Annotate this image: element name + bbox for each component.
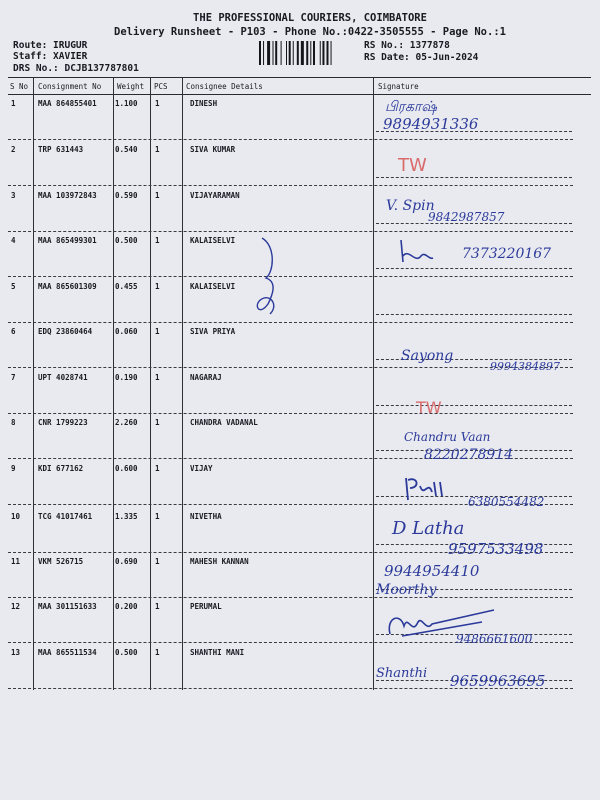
row-weight: 0.690 [115,557,138,566]
signature-line [376,405,572,406]
row-consignee: NIVETHA [190,512,222,521]
row-consignment-no: MAA 865499301 [38,236,97,245]
handwritten-phone: 8220278914 [424,447,514,463]
col-consignment: Consignment No [38,82,102,91]
row-separator [8,322,573,323]
staff: Staff: XAVIER [13,51,88,62]
signature-tamil: பிரகாஷ் [385,99,437,115]
row-consignment-no: TRP 631443 [38,145,84,154]
row-consignee: SIVA PRIYA [190,327,236,336]
row-pcs: 1 [155,282,160,291]
row-weight: 0.190 [115,373,138,382]
row-consignee: KALAISELVI [190,236,236,245]
row-separator [8,597,573,598]
row-sno: 6 [11,327,16,336]
row-weight: 0.200 [115,602,138,611]
company-title: THE PROFESSIONAL COURIERS, COIMBATORE [193,12,427,24]
row-consignment-no: MAA 865511534 [38,648,97,657]
row-sno: 11 [11,557,21,566]
row-consignment-no: KDI 677162 [38,464,84,473]
divider [373,78,374,690]
row-separator [8,139,573,140]
signature: Sayong [401,348,454,364]
row-sno: 2 [11,145,16,154]
divider [113,78,114,690]
row-pcs: 1 [155,602,160,611]
row-sno: 4 [11,236,16,245]
signature: Chandru Vaan [404,430,491,444]
ditto-mark [248,232,288,322]
handwritten-phone: 9894931336 [383,115,479,133]
handwritten-mark: TW [398,155,427,176]
col-signature: Signature [378,82,419,91]
col-pcs: PCS [154,82,168,91]
row-sno: 3 [11,191,16,200]
handwritten-phone: 9486661600 [456,632,533,646]
row-sno: 9 [11,464,16,473]
divider [33,78,34,690]
row-separator [8,367,573,368]
col-sno: S No [10,82,29,91]
row-pcs: 1 [155,99,160,108]
runsheet-title: Delivery Runsheet - P103 - Phone No.:0422-3505555 - Page No.:1 [114,26,506,38]
row-pcs: 1 [155,648,160,657]
rs-number: RS No.: 1377878 [364,40,450,51]
row-pcs: 1 [155,464,160,473]
row-consignee: VIJAY [190,464,213,473]
row-consignee: NAGARAJ [190,373,222,382]
row-pcs: 1 [155,557,160,566]
row-consignment-no: VKM 526715 [38,557,84,566]
row-consignment-no: CNR 1799223 [38,418,88,427]
row-pcs: 1 [155,145,160,154]
row-pcs: 1 [155,418,160,427]
row-consignment-no: UPT 4028741 [38,373,88,382]
handwritten-name: Moorthy [376,582,437,598]
row-separator [8,413,573,414]
handwritten-mark: TW [416,398,442,417]
signature: D Latha [392,518,465,539]
row-separator [8,231,573,232]
divider [182,78,183,690]
row-consignee: MAHESH KANNAN [190,557,249,566]
divider [150,78,151,690]
signature-line [376,177,572,178]
row-sno: 12 [11,602,21,611]
signature-scribble [402,474,462,504]
row-consignee: SHANTHI MANI [190,648,245,657]
row-sno: 5 [11,282,16,291]
handwritten-phone: 6380554482 [468,495,545,509]
drs-number: DRS No.: DCJB137787801 [13,63,139,74]
row-pcs: 1 [155,373,160,382]
row-consignee: PERUMAL [190,602,222,611]
row-weight: 0.500 [115,648,138,657]
row-weight: 0.600 [115,464,138,473]
row-consignment-no: MAA 103972843 [38,191,97,200]
handwritten-phone: 9597533498 [448,540,544,558]
row-sno: 13 [11,648,21,657]
row-consignment-no: MAA 864855401 [38,99,97,108]
handwritten-phone: 7373220167 [462,246,552,262]
row-weight: 0.540 [115,145,138,154]
rs-date: RS Date: 05-Jun-2024 [364,52,479,63]
row-sno: 8 [11,418,16,427]
signature-scribble [395,236,435,266]
row-consignment-no: MAA 865601309 [38,282,97,291]
route: Route: IRUGUR [13,40,88,51]
signature-line [376,314,572,315]
row-weight: 1.100 [115,99,138,108]
row-consignee: DINESH [190,99,218,108]
row-separator [8,276,573,277]
header-top-line [8,77,591,78]
row-consignee: VIJAYARAMAN [190,191,240,200]
barcode [258,41,356,65]
row-sno: 1 [11,99,16,108]
row-sno: 10 [11,512,21,521]
row-sno: 7 [11,373,16,382]
col-weight: Weight [117,82,145,91]
signature-line [376,268,572,269]
row-pcs: 1 [155,512,160,521]
row-weight: 0.060 [115,327,138,336]
row-consignment-no: TCG 41017461 [38,512,93,521]
row-separator [8,185,573,186]
header-bottom-line [8,94,591,95]
row-weight: 1.335 [115,512,138,521]
handwritten-phone: 9994384897 [490,360,560,373]
row-pcs: 1 [155,191,160,200]
signature: Shanthi [376,666,428,681]
row-weight: 0.500 [115,236,138,245]
row-weight: 0.590 [115,191,138,200]
row-consignee: SIVA KUMAR [190,145,236,154]
handwritten-phone: 9659963695 [450,672,546,690]
row-consignment-no: MAA 301151633 [38,602,97,611]
row-pcs: 1 [155,236,160,245]
handwritten-phone: 9944954410 [384,562,480,580]
row-consignee: CHANDRA VADANAL [190,418,258,427]
col-consignee: Consignee Details [186,82,263,91]
row-pcs: 1 [155,327,160,336]
handwritten-phone: 9842987857 [428,210,505,224]
row-weight: 0.455 [115,282,138,291]
signature: V. Spin [386,198,435,214]
row-consignee: KALAISELVI [190,282,236,291]
row-consignment-no: EDQ 23860464 [38,327,93,336]
row-weight: 2.260 [115,418,138,427]
